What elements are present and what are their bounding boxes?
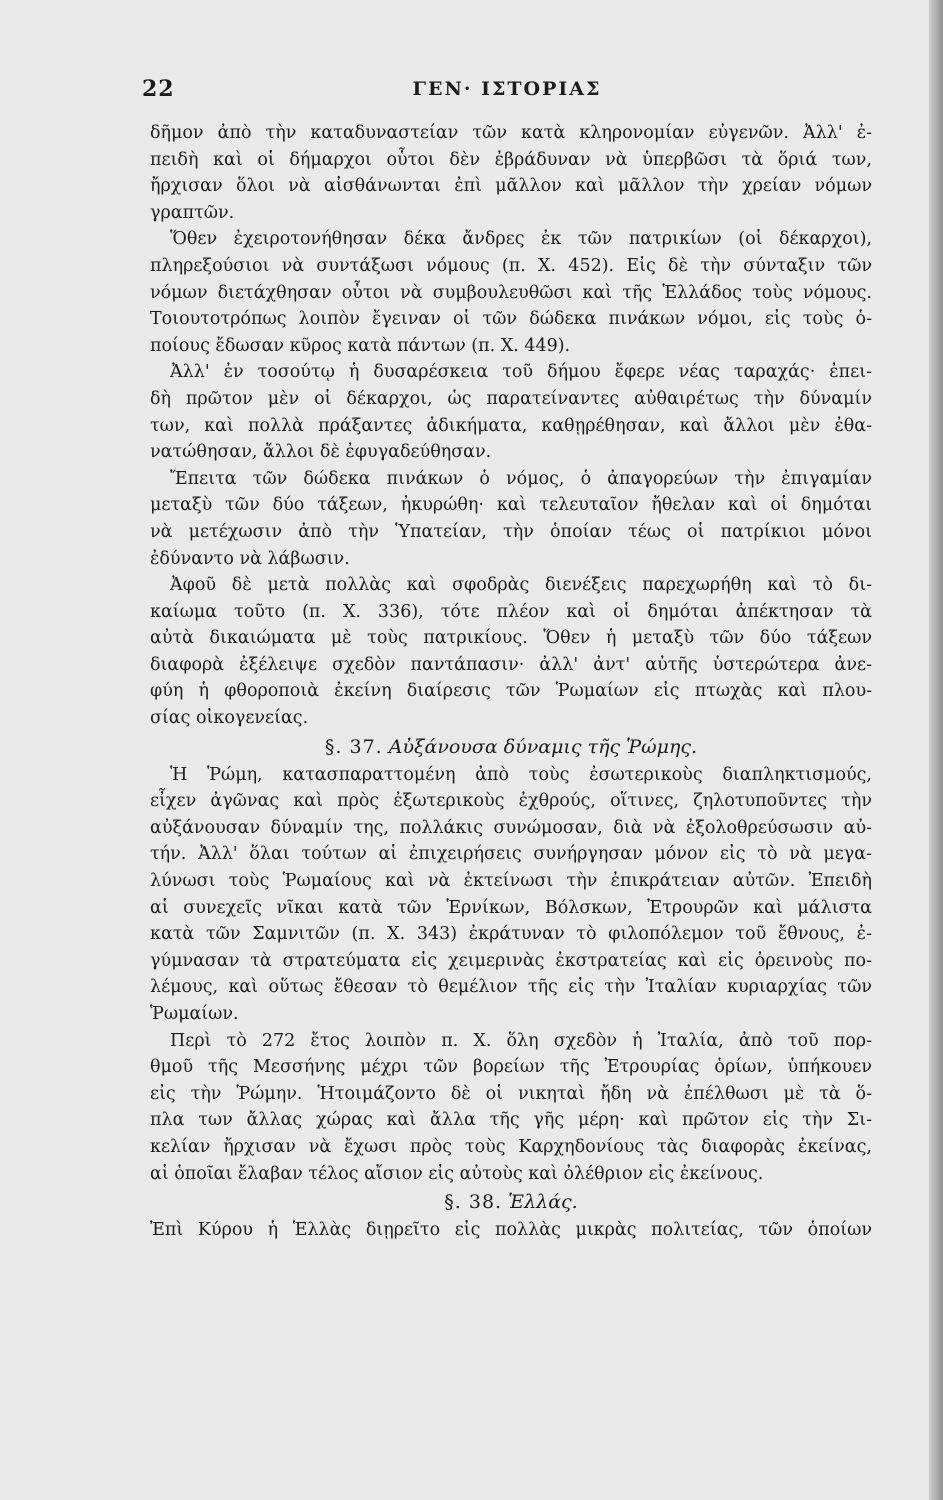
text-line: αἱ ὁποῖαι ἔλαβαν τέλος αἴσιον εἰς αὐτοὺς καὶ ὀλέθριον εἰς ἐκείνους. (150, 1163, 764, 1184)
text-line: αὐτὰ δικαιώματα μὲ τοὺς πατρικίους. Ὅθεν ἡ μεταξὺ τῶν δύο τάξεων (150, 628, 872, 649)
text-line: φύη ἡ φθοροποιὰ ἐκείνη διαίρεσις τῶν Ῥωμαίων εἰς πτωχὰς καὶ πλου- (150, 681, 872, 702)
section-title: Ἑλλάς. (508, 1191, 578, 1214)
text-line: πλα των ἄλλας χώρας καὶ ἄλλα τῆς γῆς μέρη· καὶ πρῶτον εἰς τὴν Σι- (150, 1110, 872, 1131)
text-line: αὐξάνουσαν δύναμίν της, πολλάκις συνώμοσαν, διὰ νὰ ἐξολοθρεύσωσιν αὐ- (150, 817, 872, 838)
text-line: διαφορὰ ἐξέλειψε σχεδὸν παντάπασιν· ἀλλ' ἀντ' αὐτῆς ὑστερώτερα ἀνε- (150, 654, 872, 675)
section-number: §. 38. (444, 1191, 503, 1214)
text-line: Ὅθεν ἐχειροτονήθησαν δέκα ἄνδρες ἐκ τῶν πατρικίων (οἱ δέκαρχοι), (170, 229, 872, 250)
text-line: γύμνασαν τὰ στρατεύματα εἰς χειμερινὰς ἐκστρατείας καὶ εἰς ὀρεινοὺς πο- (150, 950, 872, 971)
text-line: θμοῦ τῆς Μεσσήνης μέχρι τῶν βορείων τῆς Ἐτρουρίας ὁρίων, ὑπήκουεν (150, 1057, 872, 1078)
section-heading (150, 732, 872, 762)
section-heading (150, 1187, 872, 1217)
text-line: Ἀφοῦ δὲ μετὰ πολλὰς καὶ σφοδρὰς διενέξεις παρεχωρήθη καὶ τὸ δι- (170, 575, 872, 596)
text-line: εἶχεν ἀγῶνας καὶ πρὸς ἐξωτερικοὺς ἐχθρούς, οἵτινες, ζηλοτυποῦντες τὴν (150, 791, 872, 812)
page-header (142, 76, 872, 106)
text-line: νόμων διετάχθησαν οὗτοι νὰ συμβουλευθῶσι καὶ τῆς Ἑλλάδος τοὺς νόμους. (150, 282, 872, 303)
text-line: λύνωσι τοὺς Ῥωμαίους καὶ νὰ ἐκτείνωσι τὴν ἐπικράτειαν αὐτῶν. Ἐπειδὴ (150, 871, 872, 892)
text-line: των, καὶ πολλὰ πράξαντες ἀδικήματα, καθῃρέθησαν, καὶ ἄλλοι μὲν ἐθα- (150, 415, 872, 436)
text-line: εἰς τὴν Ῥώμην. Ἡτοιμάζοντο δὲ οἱ νικηταὶ ἤδη νὰ ἐπέλθωσι μὲ τὰ ὅ- (150, 1083, 872, 1104)
text-line: Ἔπειτα τῶν δώδεκα πινάκων ὁ νόμος, ὁ ἀπαγορεύων τὴν ἐπιγαμίαν (170, 468, 872, 489)
text-line: καίωμα τοῦτο (π. Χ. 336), τότε πλέον καὶ οἱ δημόται ἀπέκτησαν τὰ (150, 601, 872, 622)
text-line: δῆμον ἀπὸ τὴν καταδυναστείαν τῶν κατὰ κληρονομίαν εὐγενῶν. Ἀλλ' ἐ- (150, 123, 872, 143)
text-line: πειδὴ καὶ οἱ δήμαρχοι οὗτοι δὲν ἐβράδυναν νὰ ὑπερβῶσι τὰ ὅριά των, (150, 149, 872, 170)
text-line: λέμους, καὶ οὕτως ἔθεσαν τὸ θεμέλιον τῆς εἰς τὴν Ἰταλίαν κυριαρχίας τῶν (150, 977, 872, 998)
text-line: Ἡ Ῥώμη, κατασπαραττομένη ἀπὸ τοὺς ἐσωτερικοὺς διαπληκτισμούς, (170, 764, 872, 785)
page-edge (929, 0, 943, 1500)
text-line: ποίους ἔδωσαν κῦρος κατὰ πάντων (π. Χ. 449). (150, 335, 571, 356)
text-body (150, 120, 872, 1244)
section-title: Αὐξάνουσα δύναμις τῆς Ῥώμης. (388, 735, 698, 758)
text-line: Ἐπὶ Κύρου ἡ Ἑλλὰς διῃρεῖτο εἰς πολλὰς μικρὰς πολιτείας, τῶν ὁποίων (150, 1220, 872, 1241)
text-line: τήν. Ἀλλ' ὅλαι τούτων αἱ ἐπιχειρήσεις συνήργησαν μόνον εἰς τὸ νὰ μεγα- (150, 844, 872, 865)
text-line: αἱ συνεχεῖς νῖκαι κατὰ τῶν Ἑρνίκων, Βόλσκων, Ἐτρουρῶν καὶ μάλιστα (150, 897, 872, 918)
text-line: Ἀλλ' ἐν τοσούτῳ ἡ δυσαρέσκεια τοῦ δήμου ἔφερε νέας ταραχάς· ἐπει- (170, 362, 872, 383)
text-line: Ῥωμαίων. (150, 1004, 239, 1024)
text-line: Περὶ τὸ 272 ἔτος λοιπὸν π. Χ. ὅλη σχεδὸν ἡ Ἰταλία, ἀπὸ τοῦ πορ- (170, 1030, 872, 1051)
text-line: Τοιουτοτρόπως λοιπὸν ἔγειναν οἱ τῶν δώδεκα πινάκων νόμοι, εἰς τοὺς ὁ- (150, 309, 872, 330)
text-line: σίας οἰκογενείας. (150, 708, 309, 729)
page-number: 22 (142, 76, 175, 102)
text-line: ἤρχισαν ὅλοι νὰ αἰσθάνωνται ἐπὶ μᾶλλον καὶ μᾶλλον τὴν χρείαν νόμων (150, 176, 872, 197)
text-line: κατὰ τῶν Σαμνιτῶν (π. Χ. 343) ἐκράτυναν τὸ φιλοπόλεμον τοῦ ἔθνους, ἐ- (150, 924, 872, 945)
text-line: νατώθησαν, ἄλλοι δὲ ἐφυγαδεύθησαν. (150, 442, 492, 463)
section-number: §. 37. (324, 735, 383, 758)
text-line: γραπτῶν. (150, 202, 235, 223)
text-line: δὴ πρῶτον μὲν οἱ δέκαρχοι, ὡς παρατείναντες αὐθαιρέτως τὴν δύναμίν (150, 388, 872, 409)
text-line: μεταξὺ τῶν δύο τάξεων, ἠκυρώθη· καὶ τελευταῖον ἤθελαν καὶ οἱ δημόται (150, 495, 872, 516)
running-title: ΓΕΝ· ΙΣΤΟΡΙΑΣ (412, 78, 602, 100)
text-line: πληρεξούσιοι νὰ συντάξωσι νόμους (π. Χ. 452). Εἰς δὲ τὴν σύνταξιν τῶν (150, 255, 872, 276)
text-line: κελίαν ἤρχισαν νὰ ἔχωσι πρὸς τοὺς Καρχηδονίους τὰς διαφορὰς ἐκείνας, (150, 1136, 872, 1157)
text-line: νὰ μετέχωσιν ἀπὸ τὴν Ὑπατείαν, τὴν ὁποίαν τέως οἱ πατρίκιοι μόνοι (150, 521, 872, 542)
text-line: ἐδύναντο νὰ λάβωσιν. (150, 548, 350, 569)
